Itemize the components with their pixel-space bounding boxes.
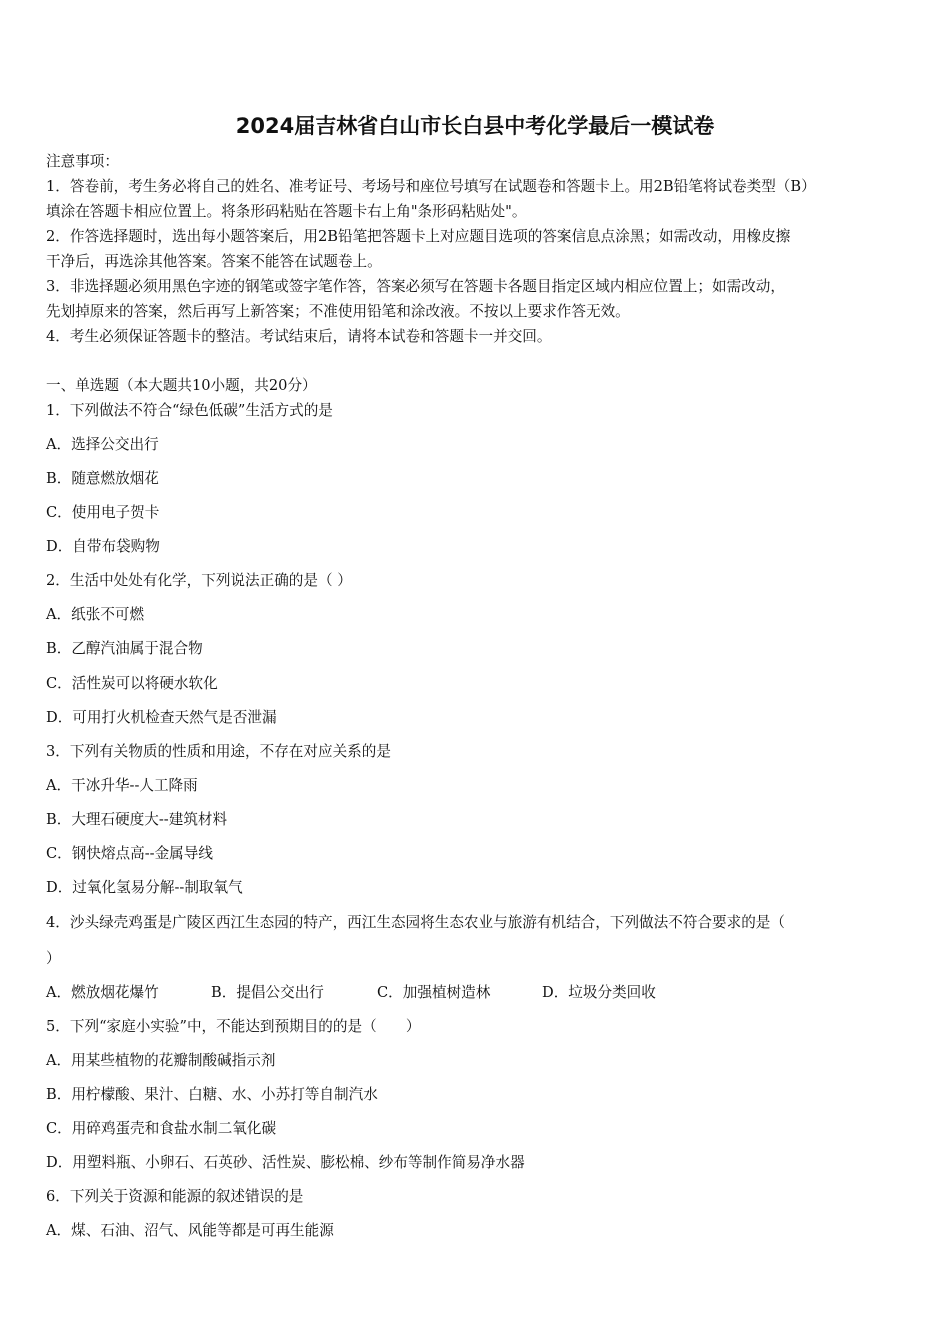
question-1-option-c: C．使用电子贺卡 bbox=[46, 504, 160, 521]
question-5-option-b: B．用柠檬酸、果汁、白糖、水、小苏打等自制汽水 bbox=[46, 1086, 378, 1103]
question-6-option-a: A．煤、石油、沼气、风能等都是可再生能源 bbox=[46, 1222, 334, 1239]
question-4-stem-continued: ） bbox=[46, 950, 61, 967]
notice-line: 填涂在答题卡相应位置上。将条形码粘贴在答题卡右上角"条形码粘贴处"。 bbox=[46, 203, 527, 220]
question-1-option-b: B．随意燃放烟花 bbox=[46, 470, 159, 487]
notice-line: 3．非选择题必须用黑色字迹的钢笔或签字笔作答，答案必须写在答题卡各题目指定区域内相应位置上；如需改动， bbox=[46, 278, 785, 295]
question-3-option-b: B．大理石硬度大--建筑材料 bbox=[46, 811, 228, 828]
question-2-stem: 2．生活中处处有化学，下列说法正确的是（ ） bbox=[46, 572, 352, 589]
question-3-option-c: C．钢快熔点高--金属导线 bbox=[46, 845, 213, 862]
question-3-option-a: A．干冰升华--人工降雨 bbox=[46, 777, 198, 794]
question-5-option-d: D．用塑料瓶、小卵石、石英砂、活性炭、膨松棉、纱布等制作简易净水器 bbox=[46, 1154, 525, 1171]
notice-heading: 注意事项： bbox=[46, 153, 119, 170]
question-2-option-c: C．活性炭可以将硬水软化 bbox=[46, 675, 218, 692]
question-2-option-a: A．纸张不可燃 bbox=[46, 606, 145, 623]
notice-line: 4．考生必须保证答题卡的整洁。考试结束后，请将本试卷和答题卡一并交回。 bbox=[46, 328, 552, 345]
question-2-option-d: D．可用打火机检查天然气是否泄漏 bbox=[46, 709, 277, 726]
question-4-option-a: A．燃放烟花爆竹 bbox=[46, 984, 159, 1001]
question-5-option-a: A．用某些植物的花瓣制酸碱指示剂 bbox=[46, 1052, 276, 1069]
notice-line: 干净后，再选涂其他答案。答案不能答在试题卷上。 bbox=[46, 253, 382, 270]
question-1-option-a: A．选择公交出行 bbox=[46, 436, 159, 453]
question-5-option-c: C．用碎鸡蛋壳和食盐水制二氧化碳 bbox=[46, 1120, 277, 1137]
question-1-stem: 1．下列做法不符合“绿色低碳”生活方式的是 bbox=[46, 402, 333, 419]
question-3-option-d: D．过氧化氢易分解--制取氧气 bbox=[46, 879, 243, 896]
question-1-option-d: D．自带布袋购物 bbox=[46, 538, 160, 555]
notice-line: 2．作答选择题时，选出每小题答案后，用2B铅笔把答题卡上对应题目选项的答案信息点涂黑；如需改动，用橡皮擦 bbox=[46, 228, 791, 245]
question-4-option-c: C．加强植树造林 bbox=[377, 984, 491, 1001]
notice-line: 先划掉原来的答案，然后再写上新答案；不准使用铅笔和涂改液。不按以上要求作答无效。 bbox=[46, 303, 630, 320]
question-4-option-b: B．提倡公交出行 bbox=[211, 984, 324, 1001]
question-5-stem: 5．下列“家庭小实验”中，不能达到预期目的的是（ ） bbox=[46, 1018, 421, 1035]
page-title: 2024届吉林省白山市长白县中考化学最后一模试卷 bbox=[235, 114, 715, 138]
question-2-option-b: B．乙醇汽油属于混合物 bbox=[46, 640, 203, 657]
question-6-stem: 6．下列关于资源和能源的叙述错误的是 bbox=[46, 1188, 304, 1205]
section-heading: 一、单选题（本大题共10小题，共20分） bbox=[46, 377, 317, 394]
question-3-stem: 3．下列有关物质的性质和用途，不存在对应关系的是 bbox=[46, 743, 391, 760]
notice-line: 1．答卷前，考生务必将自己的姓名、准考证号、考场号和座位号填写在试题卷和答题卡上。用2B铅笔将试卷类型（B） bbox=[46, 178, 816, 195]
question-4-option-d: D．垃圾分类回收 bbox=[542, 984, 656, 1001]
question-4-stem: 4．沙头绿壳鸡蛋是广陵区西江生态园的特产，西江生态园将生态农业与旅游有机结合，下列做法不符合要求的是（ bbox=[46, 914, 785, 931]
